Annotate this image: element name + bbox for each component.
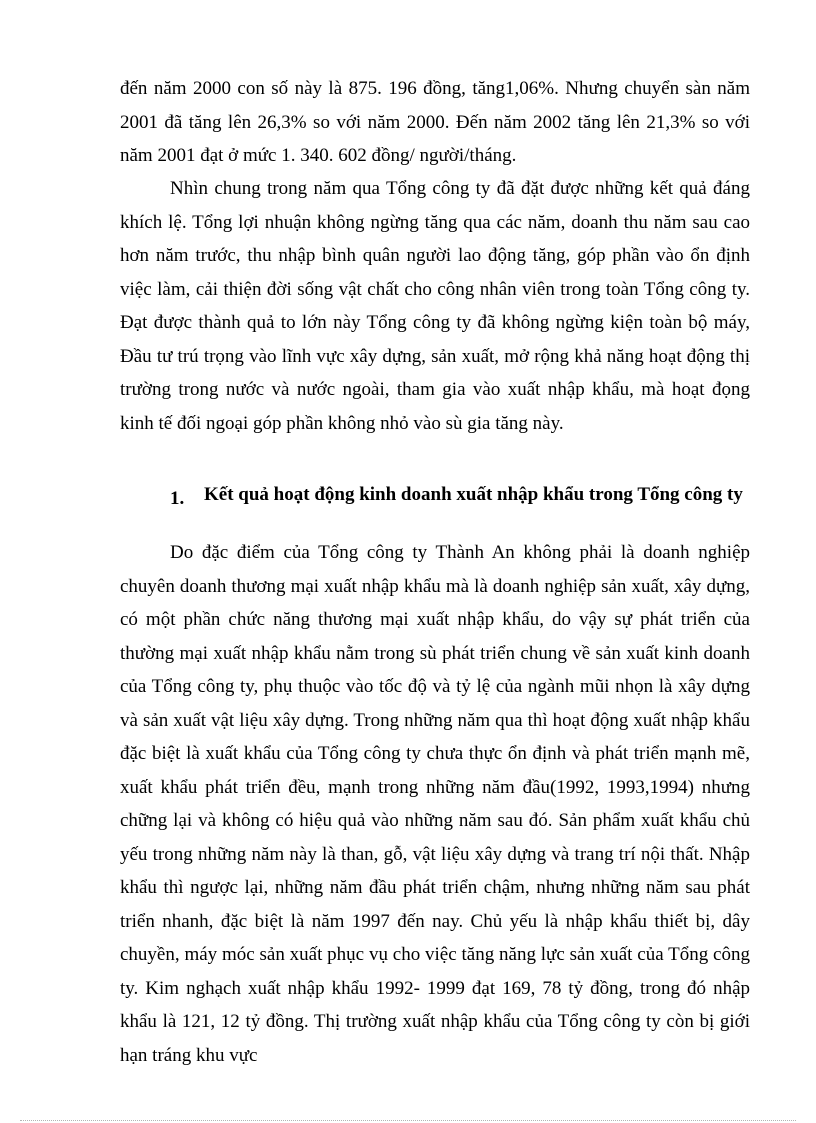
paragraph-achievements: Nhìn chung trong năm qua Tổng công ty đã đặt được những kết quả đáng khích lệ. Tổng lợi nhuận không ngừng tăng qua các năm, doanh thu năm sau cao hơn năm trước, thu nhập bình quân người lao động tăng, góp phần vào ổn định việc làm, cải thiện đời sống vật chất cho công nhân viên trong toàn Tổng công ty. Đạt được thành quả to lớn này Tổng công ty đã không ngừng kiện toàn bộ máy, Đầu tư trú trọng vào lĩnh vực xây dựng, sản xuất, mở rộng khả năng hoạt động thị trường trong nước và nước ngoài, tham gia vào xuất nhập khẩu, mà hoạt đọng kinh tế đối ngoại góp phần không nhỏ vào sù gia tăng này.	[120, 178, 750, 434]
section-title: Kết quả hoạt động kinh doanh xuất nhập khẩu trong Tổng công ty	[204, 484, 743, 505]
section-heading	[170, 478, 790, 511]
page-footer-rule	[20, 1120, 796, 1121]
section-number: 1.	[170, 488, 185, 509]
paragraph-income-growth: đến năm 2000 con số này là 875. 196 đồng, tăng1,06%. Nhưng chuyển sàn năm 2001 đã tăng lên 26,3% so với năm 2000. Đến năm 2002 tăng lên 21,3% so với năm 2001 đạt ở mức 1. 340. 602 đồng/ người/tháng.	[120, 78, 750, 166]
paragraph-import-export: Do đặc điểm của Tổng công ty Thành An không phải là doanh nghiệp chuyên doanh thương mại xuất nhập khẩu mà là doanh nghiệp sản xuất, xây dựng, có một phần chức năng thương mại xuất nhập khẩu, do vậy sự phát triển của thường mại xuất nhập khẩu nằm trong sù phát triển chung về sản xuất kinh doanh của Tổng công ty, phụ thuộc vào tốc độ và tỷ lệ của ngành mũi nhọn là xây dựng và sản xuất vật liệu xây dựng. Trong những năm qua thì hoạt động xuất nhập khẩu đặc biệt là xuất khẩu của Tổng công ty chưa thực ổn định và phát triển mạnh mẽ, xuất khẩu phát triển đều, mạnh trong những năm đầu(1992, 1993,1994) nhưng chững lại và không có hiệu quả vào những năm sau đó. Sản phẩm xuất khẩu chủ yếu trong những năm này là than, gỗ, vật liệu xây dựng và trang trí nội thất. Nhập khẩu thì ngược lại, những năm đầu phát triển chậm, nhưng những năm sau phát triển nhanh, đặc biệt là năm 1997 đến nay. Chủ yếu là nhập khẩu thiết bị, dây chuyền, máy móc sản xuất phục vụ cho việc tăng năng lực sản xuất của Tổng công ty. Kim nghạch xuất nhập khẩu 1992- 1999 đạt 169, 78 tỷ đồng, trong đó nhập khẩu là 121, 12 tỷ đồng. Thị trường xuất nhập khẩu của Tổng công ty còn bị giới hạn tráng khu vực	[120, 542, 750, 1066]
